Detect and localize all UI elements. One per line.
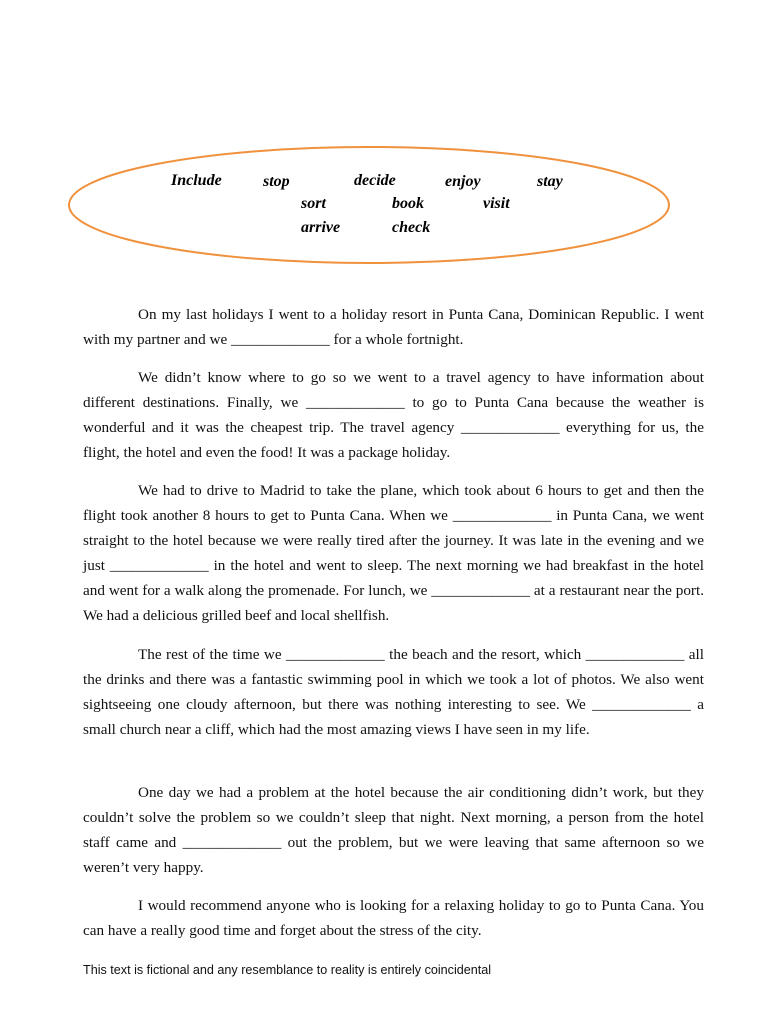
footer-disclaimer: This text is fictional and any resemblance to reality is entirely coincidental	[83, 963, 492, 977]
word-sort: sort	[301, 195, 326, 212]
word-include: Include	[171, 172, 222, 189]
word-stay: stay	[537, 173, 563, 190]
paragraph-1: On my last holidays I went to a holiday resort in Punta Cana, Dominican Republic. I went with my partner and we _____________ for a whole fortnight.	[83, 306, 704, 348]
paragraph-2: We didn’t know where to go so we went to a travel agency to have information about different destinations. Finally, we _____________ to go to Punta Cana because the weather is wonderful and it was the cheapest trip. The travel agency _____________ everything for us, the flight, the hotel and even the food! It was a package holiday.	[83, 369, 704, 461]
word-arrive: arrive	[301, 219, 341, 236]
paragraph-6: I would recommend anyone who is looking for a relaxing holiday to go to Punta Cana. You can have a really good time and forget about the stress of the city.	[83, 897, 704, 939]
word-visit: visit	[483, 195, 510, 212]
word-enjoy: enjoy	[445, 173, 481, 190]
paragraph-5: One day we had a problem at the hotel because the air conditioning didn’t work, but they couldn’t solve the problem so we couldn’t sleep that night. Next morning, a person from the hotel staff came and _____________ out the problem, but we were leaving that same afternoon so we weren’t very happy.	[83, 784, 704, 876]
paragraph-3: We had to drive to Madrid to take the plane, which took about 6 hours to get and then the flight took another 8 hours to get to Punta Cana. When we _____________ in Punta Cana, we went straight to the hotel because we were really tired after the journey. It was late in the evening and we just _____________ in the hotel and went to sleep. The next morning we had breakfast in the hotel and went for a walk along the promenade. For lunch, we _____________ at a restaurant near the port. We had a delicious grilled beef and local shellfish.	[83, 482, 704, 624]
word-check: check	[392, 219, 431, 236]
word-book: book	[392, 195, 424, 212]
paragraph-4: The rest of the time we _____________ the beach and the resort, which _____________ all the drinks and there was a fantastic swimming pool in which we took a lot of photos. We also went sightseeing one cloudy afternoon, but there was nothing interesting to see. We _____________ a small church near a cliff, which had the most amazing views I have seen in my life.	[83, 646, 704, 738]
word-stop: stop	[263, 173, 290, 190]
word-decide: decide	[354, 172, 396, 189]
